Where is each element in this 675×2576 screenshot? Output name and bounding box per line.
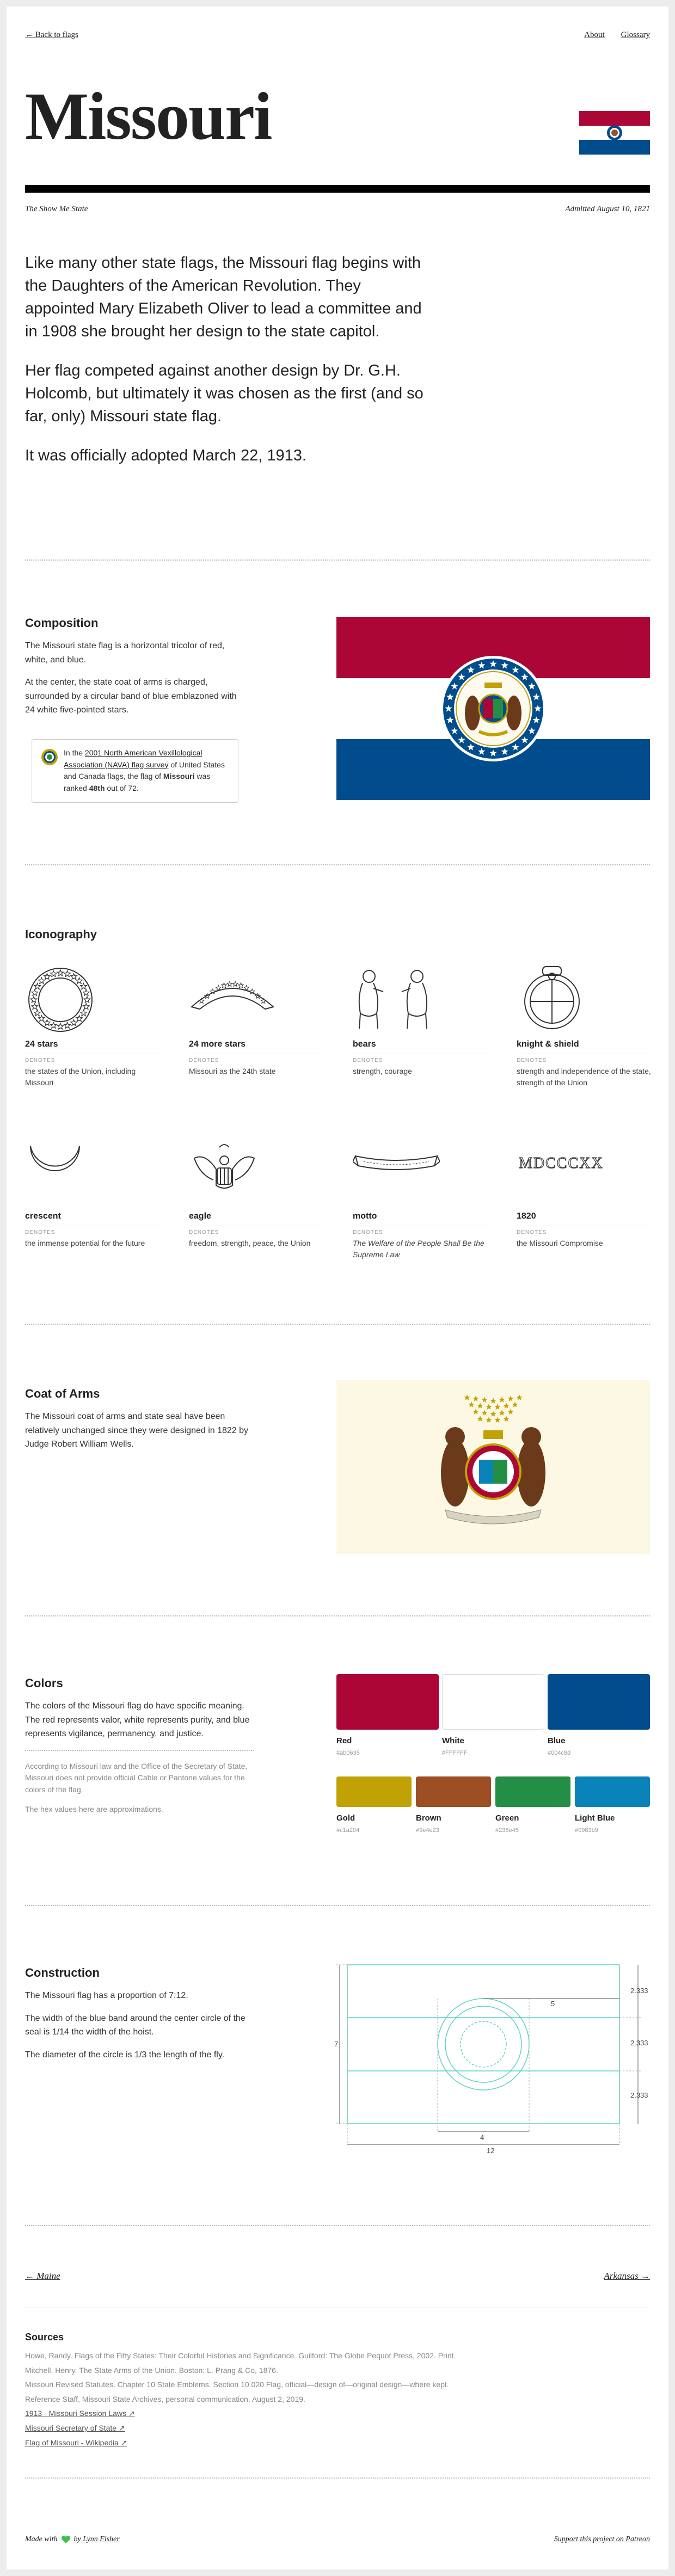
glossary-link[interactable]: Glossary bbox=[621, 30, 650, 39]
swatch-name: Light Blue bbox=[575, 1813, 615, 1823]
icon-item-desc: Missouri as the 24th state bbox=[189, 1067, 276, 1075]
intro-paragraph: It was officially adopted March 22, 1913. bbox=[25, 447, 306, 465]
composition-section bbox=[25, 616, 243, 726]
star-ring-icon bbox=[25, 964, 96, 1035]
source-item: Mitchell, Henry. The State Arms of the Union. Boston: L. Prang & Co, 1876. bbox=[25, 2365, 278, 2375]
page bbox=[7, 7, 668, 2569]
footer bbox=[25, 2535, 650, 2548]
composition-heading: Composition bbox=[25, 616, 99, 630]
color-swatch bbox=[416, 1776, 491, 1834]
intro-paragraph: Like many other state flags, the Missouri flag begins with the Daughters of the American Revolution. They appointed Mary Elizabeth Oliver to lead a committee and in 1908 she brought her design to the state capitol. bbox=[25, 254, 422, 341]
dimension-label: 12 bbox=[487, 2147, 495, 2155]
nava-survey-link[interactable]: 2001 North American Vexillological Association (NAVA) flag survey bbox=[64, 748, 202, 769]
source-item: Missouri Revised Statutes. Chapter 10 State Emblems. Section 10.020 Flag, official—design of—original design—where kept. bbox=[25, 2380, 449, 2389]
source-link[interactable]: Missouri Secretary of State ↗ bbox=[25, 2423, 125, 2432]
sources-section bbox=[25, 2332, 650, 2450]
denotes-label: DENOTES bbox=[25, 1229, 56, 1235]
swatch-hex: #ab0635 bbox=[336, 1750, 360, 1756]
section-divider bbox=[25, 1324, 650, 1325]
colors-section bbox=[25, 1676, 254, 1823]
star-arc-icon bbox=[189, 964, 276, 1035]
swatch-hex: #c1a204 bbox=[336, 1827, 360, 1834]
color-swatch bbox=[548, 1674, 650, 1756]
section-divider bbox=[25, 2477, 650, 2479]
icon-item-name: 24 more stars bbox=[189, 1040, 325, 1054]
prev-state-link[interactable]: ← Maine bbox=[25, 2271, 60, 2281]
survey-rank: 48th bbox=[89, 784, 105, 793]
icon-item-24-stars bbox=[25, 964, 161, 1089]
denotes-label: DENOTES bbox=[25, 1058, 56, 1063]
nava-survey-card: In the 2001 North American Vexillological Association (NAVA) flag survey of United States and Canada flags, the flag of Missouri was ranked 48th out of 72. bbox=[32, 739, 238, 803]
color-swatch bbox=[575, 1776, 650, 1834]
icon-item-24-more-stars bbox=[189, 964, 325, 1077]
denotes-label: DENOTES bbox=[517, 1058, 547, 1063]
dimension-label: 2.333 bbox=[630, 2091, 648, 2099]
section-divider bbox=[25, 864, 650, 865]
icon-item-knight-shield bbox=[517, 964, 653, 1089]
dimension-label: 5 bbox=[551, 2000, 555, 2008]
header-flag-icon bbox=[579, 111, 650, 155]
icon-item-desc: strength, courage bbox=[353, 1067, 412, 1075]
title-rule bbox=[25, 185, 650, 193]
patreon-link[interactable]: Support this project on Patreon bbox=[554, 2535, 650, 2543]
source-link[interactable]: 1913 - Missouri Session Laws ↗ bbox=[25, 2409, 135, 2418]
denotes-label: DENOTES bbox=[517, 1229, 547, 1235]
icon-item-desc: the immense potential for the future bbox=[25, 1239, 145, 1247]
section-divider bbox=[25, 1905, 650, 1906]
section-divider bbox=[25, 560, 650, 561]
section-divider bbox=[25, 2225, 650, 2226]
missouri-flag-image bbox=[336, 617, 650, 800]
swatch-name: White bbox=[442, 1736, 464, 1745]
composition-paragraph: At the center, the state coat of arms is charged, surrounded by a circular band of blue emblazoned with 24 white five-pointed stars. bbox=[25, 678, 237, 715]
icon-item-desc: the states of the Union, including Missouri bbox=[25, 1067, 136, 1087]
knight-shield-icon bbox=[517, 964, 587, 1035]
swatch-name: Brown bbox=[416, 1813, 441, 1823]
swatch-hex: #0983b9 bbox=[575, 1827, 598, 1834]
intro-paragraph: Her flag competed against another design by Dr. G.H. Holcomb, but ultimately it was chosen as the first (and so far, only) Missouri state flag. bbox=[25, 362, 424, 426]
icon-item-bears bbox=[353, 964, 489, 1077]
nickname: The Show Me State bbox=[25, 205, 88, 213]
swatch-block bbox=[575, 1776, 650, 1807]
seal-icon bbox=[41, 748, 58, 766]
motto-icon bbox=[353, 1136, 440, 1207]
swatch-name: Green bbox=[495, 1813, 519, 1823]
dimension-label: 4 bbox=[480, 2134, 484, 2142]
bears-icon bbox=[353, 964, 434, 1035]
color-swatch bbox=[495, 1776, 570, 1834]
source-item: Reference Staff, Missouri State Archives, personal communication, August 2, 2019. bbox=[25, 2394, 305, 2403]
denotes-label: DENOTES bbox=[353, 1058, 383, 1063]
swatch-block bbox=[336, 1674, 439, 1730]
denotes-label: DENOTES bbox=[189, 1058, 219, 1063]
construction-paragraph: The width of the blue band around the center circle of the seal is 1/14 the width of the hoist. bbox=[25, 2013, 246, 2037]
state-pagination bbox=[25, 2271, 650, 2284]
icon-item-name: crescent bbox=[25, 1212, 161, 1226]
coat-of-arms-heading: Coat of Arms bbox=[25, 1387, 100, 1400]
icon-item-name: 1820 bbox=[517, 1212, 653, 1226]
source-link[interactable]: Flag of Missouri - Wikipedia ↗ bbox=[25, 2438, 127, 2447]
construction-heading: Construction bbox=[25, 1966, 100, 1979]
swatch-name: Red bbox=[336, 1736, 352, 1745]
page-title: Missouri bbox=[25, 79, 272, 153]
coat-of-arms-section bbox=[25, 1387, 254, 1460]
color-swatch bbox=[442, 1674, 544, 1756]
dimension-label: 2.333 bbox=[630, 1987, 648, 1995]
denotes-label: DENOTES bbox=[353, 1229, 383, 1235]
author-link[interactable]: by Lynn Fisher bbox=[73, 2535, 120, 2543]
swatch-name: Blue bbox=[548, 1736, 566, 1745]
composition-paragraph: The Missouri state flag is a horizontal tricolor of red, white, and blue. bbox=[25, 641, 225, 665]
made-with-text: Made with bbox=[25, 2535, 58, 2543]
construction-section bbox=[25, 1966, 254, 2070]
swatch-hex: #238e45 bbox=[495, 1827, 519, 1834]
heart-icon bbox=[61, 2535, 71, 2544]
swatch-hex: #004c8d bbox=[548, 1750, 571, 1756]
construction-diagram bbox=[336, 1959, 650, 2161]
next-state-link[interactable]: Arkansas → bbox=[604, 2271, 650, 2281]
colors-paragraph: The colors of the Missouri flag do have specific meaning. The red represents valor, white represents purity, and blue represents vigilance, permanency, and justice. bbox=[25, 1701, 250, 1739]
sources-heading: Sources bbox=[25, 2332, 64, 2343]
intro-text bbox=[25, 251, 428, 483]
dimension-label: 7 bbox=[334, 2040, 339, 2048]
roman-numeral-text: MDCCCXX bbox=[519, 1155, 604, 1172]
admitted-date: Admitted August 10, 1821 bbox=[565, 205, 650, 213]
crescent-icon bbox=[25, 1136, 85, 1196]
colors-heading: Colors bbox=[25, 1676, 63, 1690]
swatch-hex: #FFFFFF bbox=[442, 1750, 468, 1756]
swatch-name: Gold bbox=[336, 1813, 355, 1823]
source-item: Howe, Randy. Flags of the Fifty States: Their Colorful Histories and Significance. Guilford: The Globe Pequot Press, 2002. Print. bbox=[25, 2351, 456, 2360]
dimension-label: 2.333 bbox=[630, 2039, 648, 2047]
color-swatch bbox=[336, 1674, 439, 1756]
coat-of-arms-image bbox=[336, 1380, 650, 1554]
iconography-heading: Iconography bbox=[25, 927, 97, 941]
construction-paragraph: The Missouri flag has a proportion of 7:12. bbox=[25, 1991, 188, 2000]
icon-item-crescent bbox=[25, 1136, 161, 1249]
swatch-block bbox=[548, 1674, 650, 1730]
color-swatch bbox=[336, 1776, 412, 1834]
iconography-section bbox=[25, 927, 650, 950]
roman-numeral-icon bbox=[517, 1136, 609, 1207]
coat-of-arms-paragraph: The Missouri coat of arms and state seal have been relatively unchanged since they were designed in 1822 by Judge Robert William Wells. bbox=[25, 1412, 249, 1449]
swatch-block bbox=[495, 1776, 570, 1807]
icon-item-desc: freedom, strength, peace, the Union bbox=[189, 1239, 311, 1247]
swatch-block bbox=[336, 1776, 412, 1807]
icon-item-name: motto bbox=[353, 1212, 489, 1226]
icon-item-eagle bbox=[189, 1136, 325, 1249]
icon-item-name: bears bbox=[353, 1040, 489, 1054]
icon-item-name: knight & shield bbox=[517, 1040, 653, 1054]
eagle-icon bbox=[189, 1136, 260, 1207]
denotes-label: DENOTES bbox=[189, 1229, 219, 1235]
swatch-block bbox=[416, 1776, 491, 1807]
colors-note: According to Missouri law and the Office of the Secretary of State, Missouri does not provide official Cable or Pantone values for the colors of the flag. bbox=[25, 1761, 248, 1794]
icon-item-motto bbox=[353, 1136, 489, 1261]
state-name: Missouri bbox=[163, 772, 195, 781]
icon-item-name: 24 stars bbox=[25, 1040, 161, 1054]
back-to-flags-link[interactable]: ← Back to flags bbox=[25, 30, 78, 39]
swatch-hex: #9e4e23 bbox=[416, 1827, 439, 1834]
top-nav bbox=[25, 26, 650, 42]
icon-item-desc: The Welfare of the People Shall Be the Supreme Law bbox=[353, 1239, 484, 1259]
swatch-block bbox=[442, 1674, 544, 1730]
colors-note: The hex values here are approximations. bbox=[25, 1804, 163, 1813]
icon-item-desc: the Missouri Compromise bbox=[517, 1239, 603, 1247]
icon-item-name: eagle bbox=[189, 1212, 325, 1226]
icon-item-desc: strength and independence of the state, strength of the Union bbox=[517, 1067, 651, 1087]
construction-paragraph: The diameter of the circle is 1/3 the length of the fly. bbox=[25, 2050, 225, 2059]
icon-item-1820 bbox=[517, 1136, 653, 1249]
about-link[interactable]: About bbox=[584, 30, 605, 39]
section-divider bbox=[25, 1615, 650, 1616]
